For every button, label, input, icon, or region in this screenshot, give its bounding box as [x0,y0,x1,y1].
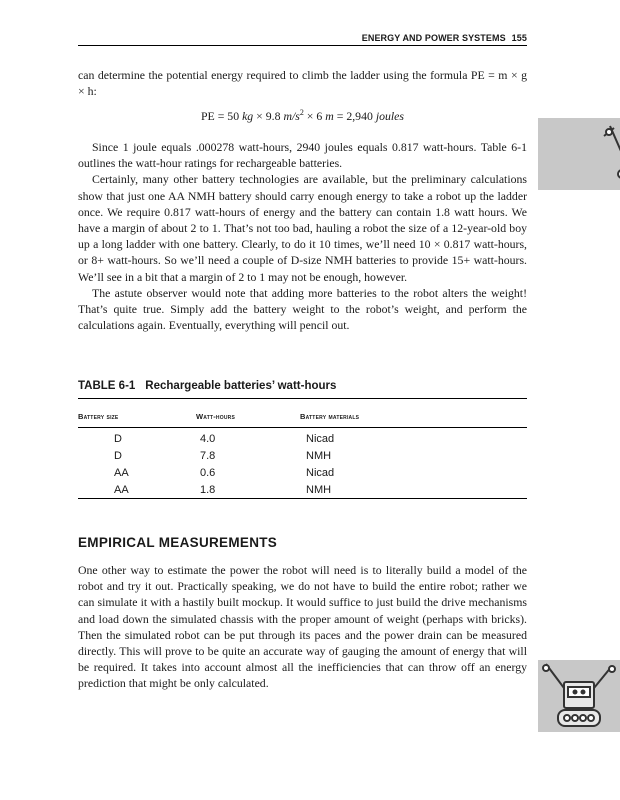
cell-battery-materials: Nicad [306,433,335,445]
table-title [78,380,336,392]
page-number: 155 [511,33,527,43]
cell-battery-size: AA [114,467,129,479]
table-name: Rechargeable batteries’ watt-hours [145,380,337,392]
paragraph-conversion: Since 1 joule equals .000278 watt-hours, 2940 joules equals 0.817 watt-hours. Table 6-1 outlines the watt-hour ratings for rechargeable batteries. [78,140,527,171]
section-paragraph [78,562,527,692]
robot-mascot-icon [538,660,620,732]
formula-lhs: PE = 50 [200,108,243,123]
column-header-battery-size: Battery size [78,412,119,421]
section-text: One other way to estimate the power the robot will need is to literally build a model of the robot and try it out. Practically speaking, we do not have to build the entire robot; rather we can simulate it with a hastily built mockup. It would suffice to just build the drive mechanisms and load down the simulated chassis with the proper amount of weight (perhaps with bricks). Then the simulated robot can be put through its paces and the power drain can be measured directly. This will prove to be quite an accurate way of gauging the amount of energy that will be required. It takes into account almost all the inefficiencies that can throw off an energy prediction that might be only calculated. [78,563,527,691]
cell-battery-materials: Nicad [306,467,335,479]
cell-watt-hours: 4.0 [200,433,216,445]
cell-battery-size: AA [114,484,129,496]
formula-unit-m: m [325,108,334,123]
table-header-rule [78,427,527,428]
formula-mid3: = 2,940 [333,108,376,123]
body-paragraphs [78,139,527,333]
table-top-rule [78,398,527,399]
formula-mid2: × 6 [303,108,326,123]
paragraph-battery-tech: Certainly, many other battery technologies are available, but the preliminary calculations show that just one AA NMH battery should carry enough energy to take a robot up the ladder once. We require 0.817 watt-hours of energy and the battery can contain 1.8 watt hours. We have a margin of about 2 to 1. That’s not too bad, hauling a robot the size of a 12-year-old boy up a long ladder with one battery. Clearly, to do it 10 times, we’ll need 10 × 0.817 watt-hours, or 8+ watt-hours. So we’ll need a couple of D-size NMH batteries to provide 15+ watt-hours. We’ll see in a bit that a margin of 2 to 1 may not be enough, however. [78,172,527,284]
table-row [0,450,620,467]
cell-watt-hours: 0.6 [200,467,216,479]
cell-battery-materials: NMH [306,484,332,496]
table-label: TABLE 6-1 [78,380,136,392]
section-heading: EMPIRICAL MEASUREMENTS [78,535,278,550]
header-rule [78,45,527,46]
cell-battery-size: D [114,450,122,462]
column-header-watt-hours: Watt-hours [196,412,235,421]
formula-unit-kg: kg [242,108,254,123]
running-header [78,33,527,43]
paragraph-astute-observer: The astute observer would note that adding more batteries to the robot alters the weight! That’s quite true. Simply add the battery weight to the robot’s weight, and perform the calculations again. Eventually, everything will pencil out. [78,285,527,333]
intro-text: can determine the potential energy required to climb the ladder using the formula PE = m × g × h: [78,68,527,99]
cell-watt-hours: 7.8 [200,450,216,462]
running-title: ENERGY AND POWER SYSTEMS [361,33,506,43]
formula-exponent: 2 [299,108,304,117]
chapter-thumb-tab [538,118,620,190]
cell-watt-hours: 1.8 [200,484,216,496]
cell-battery-materials: NMH [306,450,332,462]
chapter-thumb-tab-bottom [538,660,620,732]
energy-formula [78,108,527,124]
table-row [0,467,620,484]
robot-arm-icon [538,118,620,190]
formula-mid1: × 9.8 [253,108,284,123]
intro-paragraph [78,67,527,99]
table-row [0,433,620,450]
formula-unit-joules: joules [375,108,405,123]
formula-unit-ms: m/s [283,108,300,123]
table-bottom-rule [78,498,527,499]
column-header-battery-materials: Battery materials [300,412,360,421]
cell-battery-size: D [114,433,122,445]
